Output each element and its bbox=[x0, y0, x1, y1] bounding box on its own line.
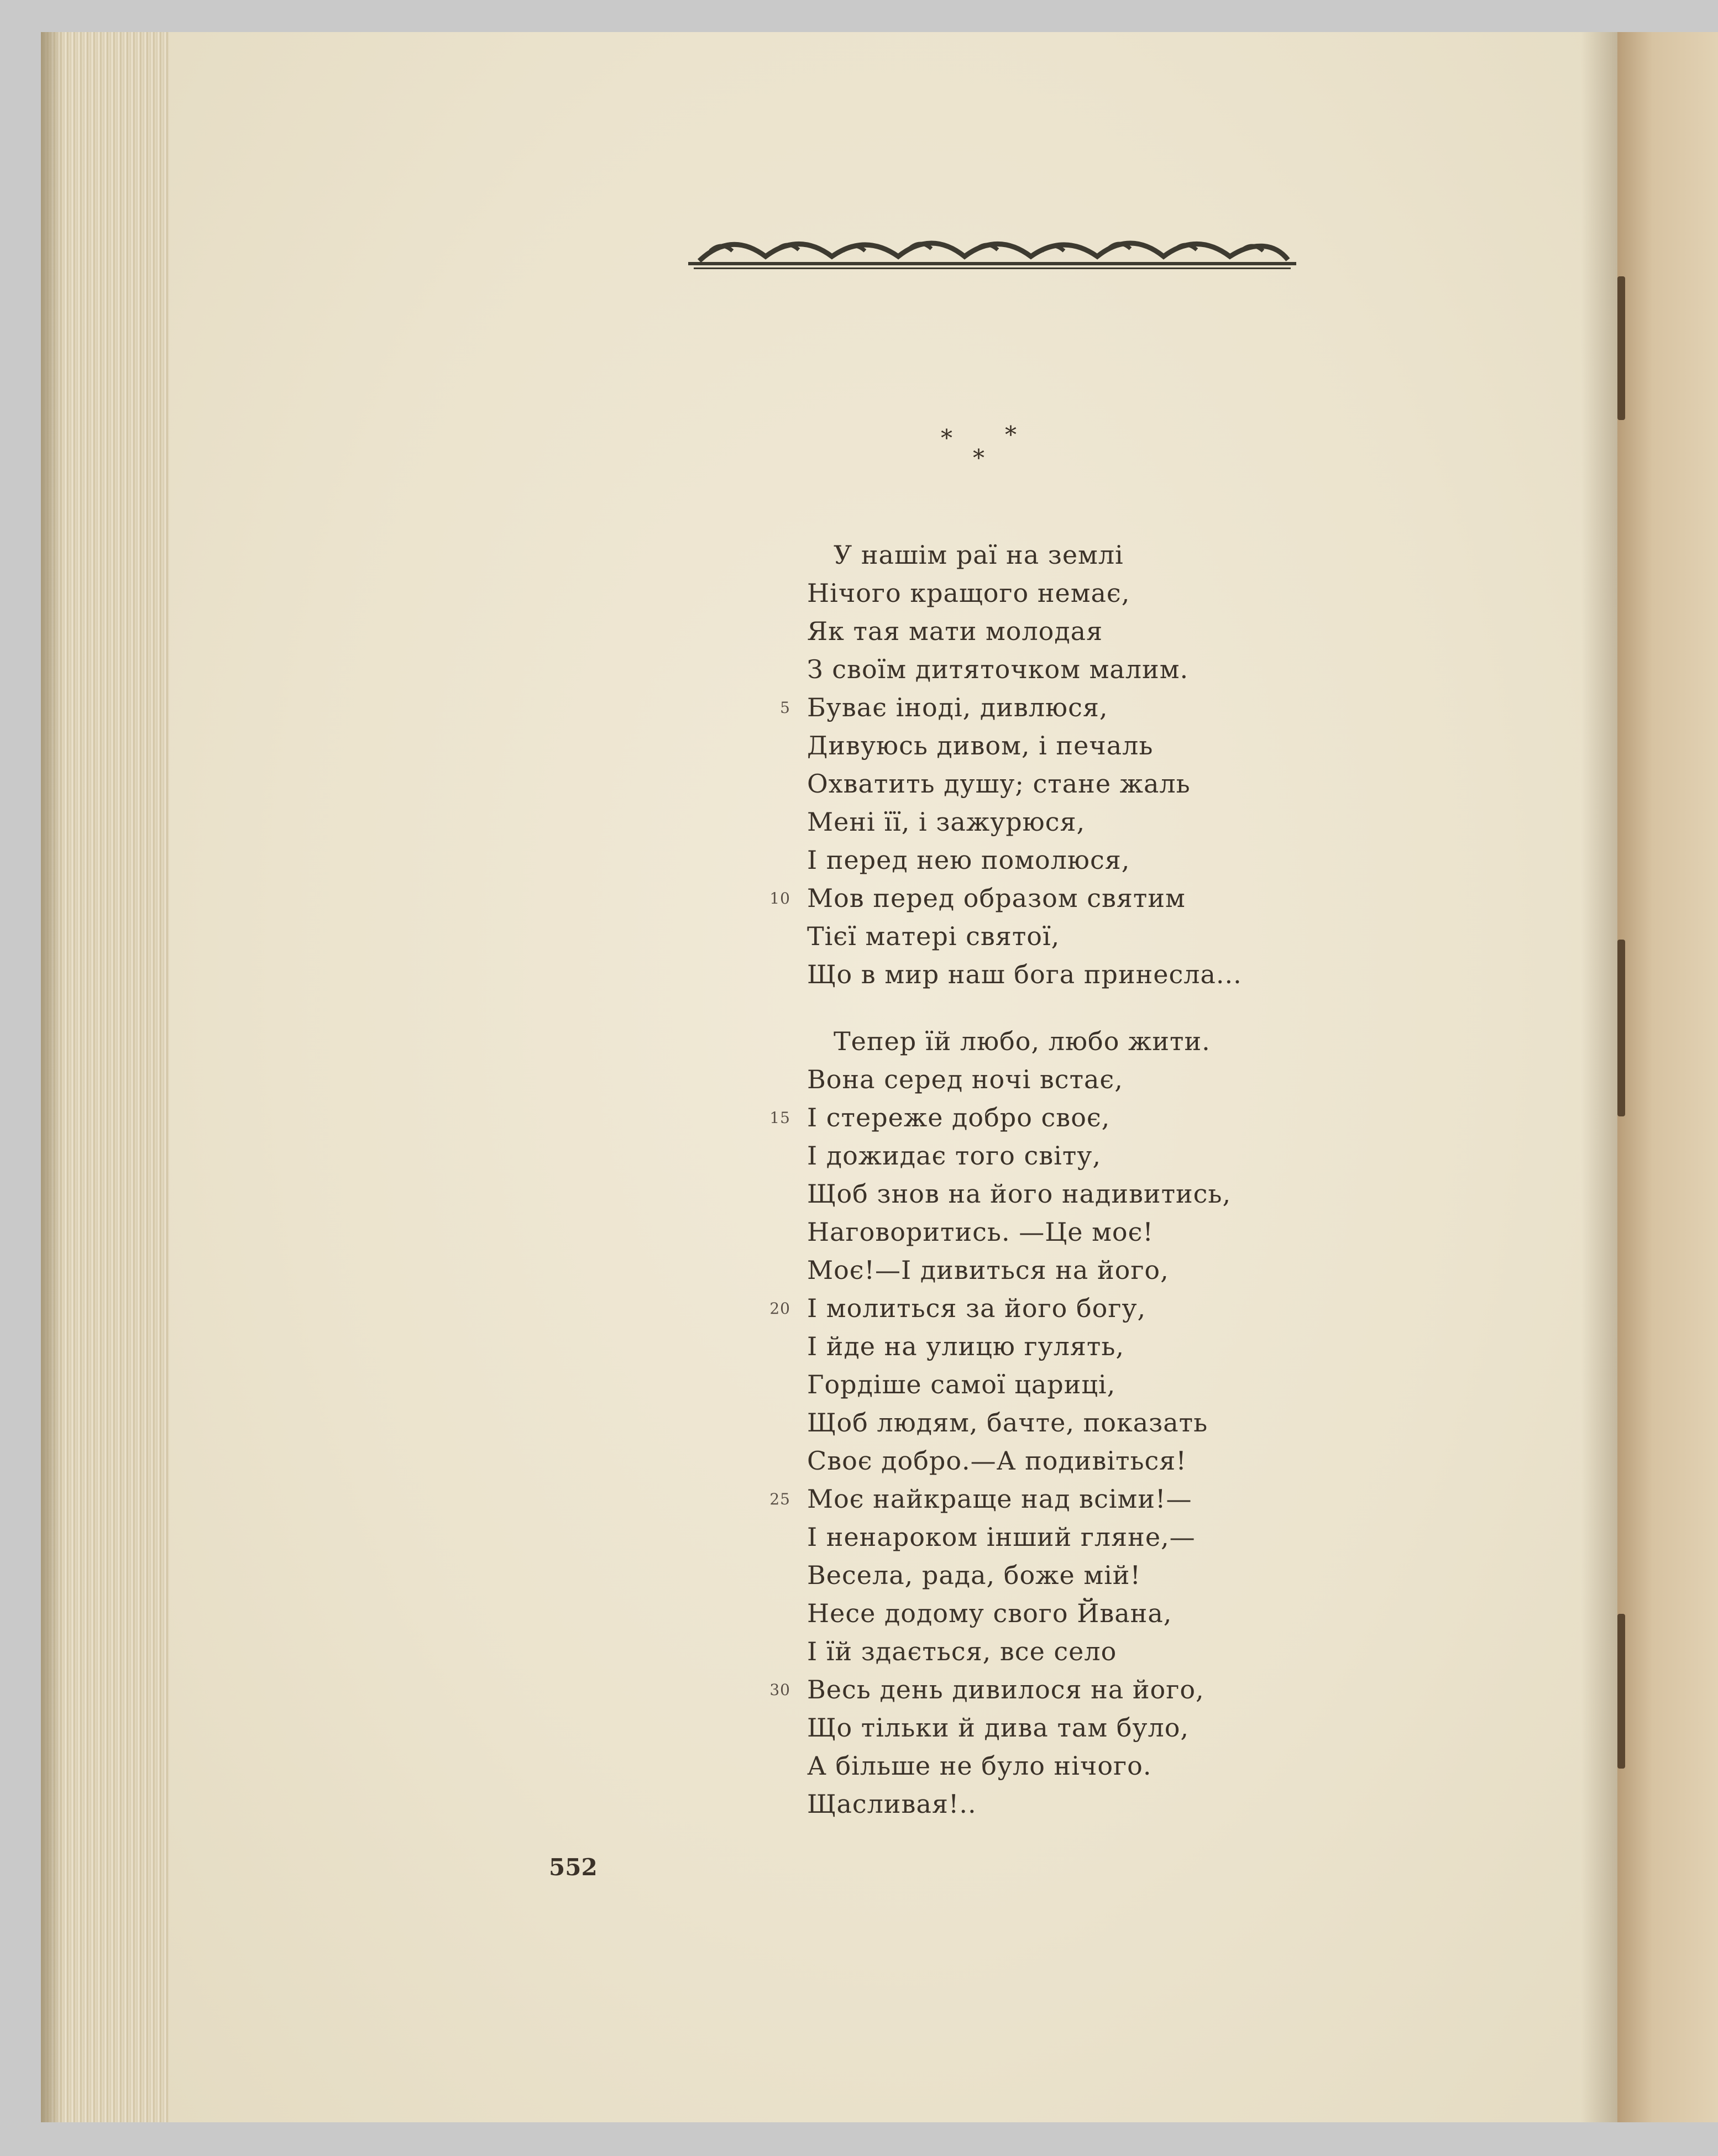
line-text: Моє найкраще над всіми!— bbox=[807, 1484, 1192, 1514]
poem-line bbox=[807, 1328, 1553, 1366]
line-number: 5 bbox=[780, 699, 790, 717]
poem-line bbox=[807, 1366, 1553, 1404]
line-text: Весь день дивилося на його, bbox=[807, 1675, 1204, 1704]
poem-line bbox=[807, 1061, 1553, 1099]
line-text: Буває іноді, дивлюся, bbox=[807, 693, 1108, 722]
line-text: Наговоритись. —Це моє! bbox=[807, 1217, 1154, 1247]
headpiece-ornament-icon bbox=[688, 234, 1296, 274]
line-text: Тієї матері святої, bbox=[807, 921, 1060, 951]
poem-line bbox=[769, 879, 1553, 917]
line-text: Щоб людям, бачте, показать bbox=[807, 1408, 1208, 1438]
binding-thread-top bbox=[1617, 276, 1625, 420]
next-page-edge bbox=[1617, 32, 1718, 2122]
poem-line bbox=[807, 1556, 1553, 1594]
poem-line bbox=[807, 1785, 1553, 1823]
stanza-1 bbox=[769, 536, 1553, 994]
poem-line bbox=[807, 1137, 1553, 1175]
poem-line bbox=[769, 1099, 1553, 1137]
page-edges-shadow bbox=[41, 32, 63, 2122]
line-text: Щоб знов на його надивитись, bbox=[807, 1179, 1232, 1209]
poem-line bbox=[807, 803, 1553, 841]
line-text: Щасливая!.. bbox=[807, 1789, 977, 1819]
gutter-shadow bbox=[1581, 32, 1620, 2122]
line-text: Тепер їй любо, любо жити. bbox=[834, 1026, 1211, 1056]
line-text: Мені її, і зажурюся, bbox=[807, 807, 1086, 837]
poem-line bbox=[807, 1709, 1553, 1747]
poem-line bbox=[807, 1442, 1553, 1480]
poem-line bbox=[807, 1022, 1553, 1061]
stanza-2 bbox=[769, 1022, 1553, 1823]
poem-line bbox=[807, 612, 1553, 651]
asterisk-right: * bbox=[1005, 421, 1017, 448]
binding-thread-middle bbox=[1617, 940, 1625, 1116]
page-number: 552 bbox=[549, 1854, 598, 1881]
line-text: Несе додому свого Йвана, bbox=[807, 1598, 1172, 1628]
poem-line bbox=[807, 536, 1553, 574]
stanza-break bbox=[807, 994, 1553, 1022]
poem-line bbox=[807, 1518, 1553, 1556]
line-text: Весела, рада, боже мій! bbox=[807, 1560, 1141, 1590]
poem-line bbox=[780, 689, 1553, 727]
line-text: Нічого кращого немає, bbox=[807, 578, 1130, 608]
poem-line bbox=[807, 727, 1553, 765]
poem-line bbox=[807, 1633, 1553, 1671]
line-text: Своє добро.—А подивіться! bbox=[807, 1446, 1187, 1476]
line-text: І їй здається, все село bbox=[807, 1636, 1117, 1666]
asterisk-bottom: * bbox=[973, 444, 984, 471]
line-text: Охватить душу; стане жаль bbox=[807, 769, 1191, 799]
line-text: Моє!—І дивиться на його, bbox=[807, 1255, 1169, 1285]
line-text: І молиться за його богу, bbox=[807, 1293, 1146, 1323]
poem-line bbox=[807, 574, 1553, 612]
line-text: Вона серед ночі встає, bbox=[807, 1064, 1123, 1094]
line-number: 10 bbox=[769, 889, 790, 907]
poem-line bbox=[807, 651, 1553, 689]
three-asterisks-icon bbox=[929, 418, 1039, 473]
poem-line bbox=[807, 1251, 1553, 1289]
line-text: З своїм дитяточком малим. bbox=[807, 654, 1189, 684]
line-number: 20 bbox=[769, 1299, 790, 1318]
binding-thread-bottom bbox=[1617, 1614, 1625, 1769]
poem-line bbox=[769, 1480, 1553, 1518]
line-number: 15 bbox=[769, 1109, 790, 1127]
poem-line bbox=[807, 1594, 1553, 1633]
line-text: І ненароком інший гляне,— bbox=[807, 1522, 1196, 1552]
line-text: У нашім раї на землі bbox=[834, 540, 1124, 570]
poem-line bbox=[769, 1289, 1553, 1328]
line-number: 25 bbox=[769, 1490, 790, 1508]
poem-line bbox=[807, 1747, 1553, 1785]
line-text: Що в мир наш бога принесла... bbox=[807, 959, 1242, 989]
poem-line bbox=[807, 917, 1553, 956]
line-text: Мов перед образом святим bbox=[807, 883, 1186, 913]
poem-line bbox=[769, 1671, 1553, 1709]
poem-line bbox=[807, 1404, 1553, 1442]
line-text: І йде на улицю гулять, bbox=[807, 1331, 1125, 1361]
line-text: Як тая мати молодая bbox=[807, 616, 1103, 646]
poem-line bbox=[807, 1175, 1553, 1213]
line-text: А більше не було нічого. bbox=[807, 1751, 1152, 1781]
poem-line bbox=[807, 1213, 1553, 1251]
line-text: І дожидає того світу, bbox=[807, 1141, 1101, 1171]
poem-line bbox=[807, 956, 1553, 994]
poem-body bbox=[769, 536, 1553, 1823]
asterisk-left: * bbox=[941, 424, 952, 452]
poem-line bbox=[807, 841, 1553, 879]
line-text: І перед нею помолюся, bbox=[807, 845, 1130, 875]
poem-line bbox=[807, 765, 1553, 803]
line-text: Гордіше самої цариці, bbox=[807, 1370, 1116, 1399]
line-text: Дивуюсь дивом, і печаль bbox=[807, 731, 1154, 760]
line-text: Що тільки й дива там було, bbox=[807, 1713, 1190, 1743]
line-text: І стереже добро своє, bbox=[807, 1103, 1111, 1132]
line-number: 30 bbox=[769, 1681, 790, 1699]
